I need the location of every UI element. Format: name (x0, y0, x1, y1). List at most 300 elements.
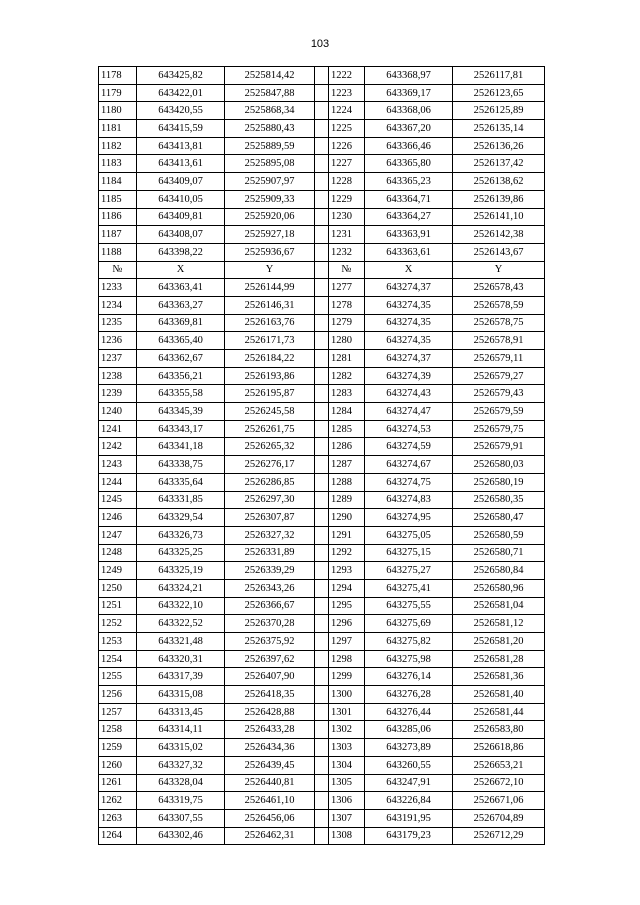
table-row (99, 67, 545, 85)
x-coordinate-cell: 643363,91 (365, 226, 453, 244)
table-row (99, 739, 545, 757)
x-coordinate-cell: 643179,23 (365, 827, 453, 845)
coordinates-table-body (99, 67, 545, 845)
table-row (99, 544, 545, 562)
y-coordinate-cell: 2526461,10 (225, 792, 315, 810)
x-coordinate-cell: 643368,97 (365, 67, 453, 85)
y-coordinate-cell: 2526142,38 (453, 226, 545, 244)
column-gap (315, 385, 329, 403)
y-coordinate-cell: 2526581,36 (453, 668, 545, 686)
y-coordinate-cell: 2526581,04 (453, 597, 545, 615)
point-number-cell: 1281 (329, 350, 365, 368)
x-coordinate-cell: 643413,61 (137, 155, 225, 173)
y-coordinate-cell: 2526578,59 (453, 296, 545, 314)
y-coordinate-cell: 2525880,43 (225, 120, 315, 138)
x-coordinate-cell: 643285,06 (365, 721, 453, 739)
point-number-cell: 1305 (329, 774, 365, 792)
x-coordinate-cell: 643274,47 (365, 403, 453, 421)
y-coordinate-cell: 2526672,10 (453, 774, 545, 792)
point-number-cell: 1259 (99, 739, 137, 757)
point-number-cell: 1250 (99, 579, 137, 597)
y-coordinate-cell: 2526580,96 (453, 579, 545, 597)
y-coordinate-cell: 2526704,89 (453, 809, 545, 827)
point-number-cell: 1294 (329, 579, 365, 597)
column-gap (315, 792, 329, 810)
y-coordinate-cell: 2526462,31 (225, 827, 315, 845)
point-number-cell: 1284 (329, 403, 365, 421)
x-coordinate-cell: 643398,22 (137, 243, 225, 261)
point-number-cell: 1237 (99, 350, 137, 368)
column-gap (315, 809, 329, 827)
y-coordinate-cell: 2526579,11 (453, 350, 545, 368)
x-coordinate-cell: 643274,75 (365, 473, 453, 491)
column-gap (315, 67, 329, 85)
table-row (99, 420, 545, 438)
point-number-cell: 1297 (329, 633, 365, 651)
point-number-cell: 1228 (329, 173, 365, 191)
y-header: Y (225, 261, 315, 279)
column-gap (315, 403, 329, 421)
x-coordinate-cell: 643365,40 (137, 332, 225, 350)
table-row (99, 703, 545, 721)
table-row (99, 615, 545, 633)
number-header: № (329, 261, 365, 279)
column-gap (315, 756, 329, 774)
table-row (99, 385, 545, 403)
y-coordinate-cell: 2526184,22 (225, 350, 315, 368)
x-coordinate-cell: 643313,45 (137, 703, 225, 721)
y-coordinate-cell: 2526146,31 (225, 296, 315, 314)
point-number-cell: 1303 (329, 739, 365, 757)
point-number-cell: 1300 (329, 686, 365, 704)
x-coordinate-cell: 643409,81 (137, 208, 225, 226)
x-coordinate-cell: 643338,75 (137, 456, 225, 474)
y-coordinate-cell: 2526433,28 (225, 721, 315, 739)
point-number-cell: 1288 (329, 473, 365, 491)
x-coordinate-cell: 643363,41 (137, 279, 225, 297)
point-number-cell: 1277 (329, 279, 365, 297)
column-gap (315, 509, 329, 527)
y-coordinate-cell: 2526712,29 (453, 827, 545, 845)
x-coordinate-cell: 643275,15 (365, 544, 453, 562)
x-coordinate-cell: 643324,21 (137, 579, 225, 597)
y-coordinate-cell: 2526580,35 (453, 491, 545, 509)
point-number-cell: 1307 (329, 809, 365, 827)
x-coordinate-cell: 643276,44 (365, 703, 453, 721)
y-coordinate-cell: 2526580,47 (453, 509, 545, 527)
x-coordinate-cell: 643191,95 (365, 809, 453, 827)
x-coordinate-cell: 643425,82 (137, 67, 225, 85)
point-number-cell: 1289 (329, 491, 365, 509)
table-row (99, 84, 545, 102)
y-coordinate-cell: 2526428,88 (225, 703, 315, 721)
x-coordinate-cell: 643274,35 (365, 296, 453, 314)
y-coordinate-cell: 2526307,87 (225, 509, 315, 527)
x-coordinate-cell: 643321,48 (137, 633, 225, 651)
y-coordinate-cell: 2526397,62 (225, 650, 315, 668)
column-gap (315, 120, 329, 138)
x-coordinate-cell: 643363,61 (365, 243, 453, 261)
y-coordinate-cell: 2526143,67 (453, 243, 545, 261)
point-number-cell: 1233 (99, 279, 137, 297)
y-coordinate-cell: 2526583,80 (453, 721, 545, 739)
point-number-cell: 1291 (329, 526, 365, 544)
x-coordinate-cell: 643276,28 (365, 686, 453, 704)
point-number-cell: 1246 (99, 509, 137, 527)
x-coordinate-cell: 643331,85 (137, 491, 225, 509)
point-number-cell: 1229 (329, 190, 365, 208)
x-coordinate-cell: 643276,14 (365, 668, 453, 686)
point-number-cell: 1238 (99, 367, 137, 385)
point-number-cell: 1232 (329, 243, 365, 261)
y-coordinate-cell: 2525814,42 (225, 67, 315, 85)
table-row (99, 226, 545, 244)
x-coordinate-cell: 643307,55 (137, 809, 225, 827)
x-coordinate-cell: 643335,64 (137, 473, 225, 491)
table-row (99, 809, 545, 827)
point-number-cell: 1293 (329, 562, 365, 580)
x-coordinate-cell: 643274,37 (365, 279, 453, 297)
point-number-cell: 1227 (329, 155, 365, 173)
y-coordinate-cell: 2525868,34 (225, 102, 315, 120)
column-gap (315, 668, 329, 686)
x-coordinate-cell: 643260,55 (365, 756, 453, 774)
point-number-cell: 1302 (329, 721, 365, 739)
column-gap (315, 721, 329, 739)
x-coordinate-cell: 643275,41 (365, 579, 453, 597)
y-coordinate-cell: 2526139,86 (453, 190, 545, 208)
column-gap (315, 633, 329, 651)
point-number-cell: 1295 (329, 597, 365, 615)
point-number-cell: 1230 (329, 208, 365, 226)
table-row (99, 473, 545, 491)
y-coordinate-cell: 2525909,33 (225, 190, 315, 208)
column-gap (315, 84, 329, 102)
x-coordinate-cell: 643343,17 (137, 420, 225, 438)
column-gap (315, 827, 329, 845)
x-coordinate-cell: 643274,37 (365, 350, 453, 368)
y-coordinate-cell: 2526579,43 (453, 385, 545, 403)
point-number-cell: 1245 (99, 491, 137, 509)
table-row (99, 597, 545, 615)
point-number-cell: 1234 (99, 296, 137, 314)
column-gap (315, 332, 329, 350)
x-coordinate-cell: 643274,53 (365, 420, 453, 438)
point-number-cell: 1253 (99, 633, 137, 651)
table-row (99, 774, 545, 792)
y-coordinate-cell: 2526117,81 (453, 67, 545, 85)
x-coordinate-cell: 643302,46 (137, 827, 225, 845)
x-coordinate-cell: 643413,81 (137, 137, 225, 155)
point-number-cell: 1236 (99, 332, 137, 350)
table-row (99, 668, 545, 686)
table-row (99, 792, 545, 810)
x-coordinate-cell: 643274,83 (365, 491, 453, 509)
column-gap (315, 562, 329, 580)
x-coordinate-cell: 643341,18 (137, 438, 225, 456)
point-number-cell: 1255 (99, 668, 137, 686)
column-gap (315, 456, 329, 474)
point-number-cell: 1225 (329, 120, 365, 138)
y-coordinate-cell: 2526418,35 (225, 686, 315, 704)
y-coordinate-cell: 2526297,30 (225, 491, 315, 509)
y-coordinate-cell: 2526456,06 (225, 809, 315, 827)
x-coordinate-cell: 643275,69 (365, 615, 453, 633)
y-coordinate-cell: 2526163,76 (225, 314, 315, 332)
point-number-cell: 1252 (99, 615, 137, 633)
point-number-cell: 1241 (99, 420, 137, 438)
point-number-cell: 1308 (329, 827, 365, 845)
table-row (99, 491, 545, 509)
x-coordinate-cell: 643275,27 (365, 562, 453, 580)
point-number-cell: 1244 (99, 473, 137, 491)
y-coordinate-cell: 2526578,91 (453, 332, 545, 350)
x-coordinate-cell: 643356,21 (137, 367, 225, 385)
x-coordinate-cell: 643326,73 (137, 526, 225, 544)
point-number-cell: 1296 (329, 615, 365, 633)
column-gap (315, 261, 329, 279)
column-gap (315, 137, 329, 155)
column-gap (315, 279, 329, 297)
x-coordinate-cell: 643328,04 (137, 774, 225, 792)
point-number-cell: 1240 (99, 403, 137, 421)
column-gap (315, 615, 329, 633)
column-gap (315, 774, 329, 792)
table-row (99, 633, 545, 651)
y-coordinate-cell: 2526276,17 (225, 456, 315, 474)
column-gap (315, 350, 329, 368)
x-header: X (137, 261, 225, 279)
column-gap (315, 420, 329, 438)
y-coordinate-cell: 2526137,42 (453, 155, 545, 173)
y-coordinate-cell: 2526579,27 (453, 367, 545, 385)
y-coordinate-cell: 2526581,12 (453, 615, 545, 633)
x-coordinate-cell: 643274,59 (365, 438, 453, 456)
column-gap (315, 155, 329, 173)
y-coordinate-cell: 2526136,26 (453, 137, 545, 155)
y-coordinate-cell: 2526580,59 (453, 526, 545, 544)
y-coordinate-cell: 2526138,62 (453, 173, 545, 191)
column-gap (315, 650, 329, 668)
table-row (99, 279, 545, 297)
point-number-cell: 1264 (99, 827, 137, 845)
y-coordinate-cell: 2526581,44 (453, 703, 545, 721)
y-coordinate-cell: 2525936,67 (225, 243, 315, 261)
point-number-cell: 1306 (329, 792, 365, 810)
x-coordinate-cell: 643364,27 (365, 208, 453, 226)
x-coordinate-cell: 643408,07 (137, 226, 225, 244)
table-row (99, 650, 545, 668)
y-coordinate-cell: 2526580,84 (453, 562, 545, 580)
y-coordinate-cell: 2526578,43 (453, 279, 545, 297)
x-coordinate-cell: 643329,54 (137, 509, 225, 527)
table-row (99, 756, 545, 774)
x-coordinate-cell: 643420,55 (137, 102, 225, 120)
y-coordinate-cell: 2526141,10 (453, 208, 545, 226)
x-coordinate-cell: 643368,06 (365, 102, 453, 120)
column-gap (315, 226, 329, 244)
point-number-cell: 1179 (99, 84, 137, 102)
x-coordinate-cell: 643325,25 (137, 544, 225, 562)
point-number-cell: 1260 (99, 756, 137, 774)
y-coordinate-cell: 2526581,40 (453, 686, 545, 704)
y-coordinate-cell: 2525920,06 (225, 208, 315, 226)
y-coordinate-cell: 2526439,45 (225, 756, 315, 774)
x-coordinate-cell: 643345,39 (137, 403, 225, 421)
x-coordinate-cell: 643273,89 (365, 739, 453, 757)
x-coordinate-cell: 643274,35 (365, 332, 453, 350)
point-number-cell: 1224 (329, 102, 365, 120)
table-row (99, 296, 545, 314)
table-row (99, 102, 545, 120)
y-coordinate-cell: 2525927,18 (225, 226, 315, 244)
point-number-cell: 1187 (99, 226, 137, 244)
y-coordinate-cell: 2526671,06 (453, 792, 545, 810)
x-coordinate-cell: 643320,31 (137, 650, 225, 668)
x-coordinate-cell: 643322,10 (137, 597, 225, 615)
table-row (99, 120, 545, 138)
x-coordinate-cell: 643247,91 (365, 774, 453, 792)
column-gap (315, 243, 329, 261)
x-coordinate-cell: 643274,35 (365, 314, 453, 332)
column-gap (315, 597, 329, 615)
x-coordinate-cell: 643317,39 (137, 668, 225, 686)
x-coordinate-cell: 643422,01 (137, 84, 225, 102)
point-number-cell: 1283 (329, 385, 365, 403)
y-coordinate-cell: 2525847,88 (225, 84, 315, 102)
column-gap (315, 438, 329, 456)
y-coordinate-cell: 2526578,75 (453, 314, 545, 332)
y-coordinate-cell: 2526245,58 (225, 403, 315, 421)
x-coordinate-cell: 643314,11 (137, 721, 225, 739)
table-row (99, 350, 545, 368)
y-coordinate-cell: 2526579,59 (453, 403, 545, 421)
point-number-cell: 1235 (99, 314, 137, 332)
y-coordinate-cell: 2526286,85 (225, 473, 315, 491)
y-coordinate-cell: 2526618,86 (453, 739, 545, 757)
y-coordinate-cell: 2526123,65 (453, 84, 545, 102)
x-coordinate-cell: 643366,46 (365, 137, 453, 155)
point-number-cell: 1251 (99, 597, 137, 615)
point-number-cell: 1278 (329, 296, 365, 314)
y-coordinate-cell: 2526327,32 (225, 526, 315, 544)
y-coordinate-cell: 2526653,21 (453, 756, 545, 774)
y-coordinate-cell: 2526366,67 (225, 597, 315, 615)
y-coordinate-cell: 2526135,14 (453, 120, 545, 138)
point-number-cell: 1222 (329, 67, 365, 85)
point-number-cell: 1286 (329, 438, 365, 456)
number-header: № (99, 261, 137, 279)
x-coordinate-cell: 643355,58 (137, 385, 225, 403)
x-coordinate-cell: 643275,55 (365, 597, 453, 615)
column-gap (315, 190, 329, 208)
x-coordinate-cell: 643369,17 (365, 84, 453, 102)
point-number-cell: 1183 (99, 155, 137, 173)
y-coordinate-cell: 2526407,90 (225, 668, 315, 686)
x-coordinate-cell: 643365,80 (365, 155, 453, 173)
point-number-cell: 1249 (99, 562, 137, 580)
table-row (99, 367, 545, 385)
y-header: Y (453, 261, 545, 279)
table-row (99, 190, 545, 208)
column-gap (315, 686, 329, 704)
coordinates-table (98, 66, 545, 845)
point-number-cell: 1285 (329, 420, 365, 438)
table-row (99, 403, 545, 421)
x-coordinate-cell: 643365,23 (365, 173, 453, 191)
y-coordinate-cell: 2526579,91 (453, 438, 545, 456)
x-coordinate-cell: 643415,59 (137, 120, 225, 138)
point-number-cell: 1226 (329, 137, 365, 155)
x-coordinate-cell: 643319,75 (137, 792, 225, 810)
y-coordinate-cell: 2526580,03 (453, 456, 545, 474)
x-coordinate-cell: 643322,52 (137, 615, 225, 633)
table-row (99, 721, 545, 739)
x-coordinate-cell: 643275,98 (365, 650, 453, 668)
y-coordinate-cell: 2526171,73 (225, 332, 315, 350)
point-number-cell: 1287 (329, 456, 365, 474)
y-coordinate-cell: 2526580,71 (453, 544, 545, 562)
table-row (99, 173, 545, 191)
column-gap (315, 102, 329, 120)
table-row (99, 332, 545, 350)
x-coordinate-cell: 643410,05 (137, 190, 225, 208)
column-gap (315, 473, 329, 491)
y-coordinate-cell: 2526339,29 (225, 562, 315, 580)
point-number-cell: 1223 (329, 84, 365, 102)
table-row (99, 562, 545, 580)
point-number-cell: 1185 (99, 190, 137, 208)
x-coordinate-cell: 643325,19 (137, 562, 225, 580)
y-coordinate-cell: 2526434,36 (225, 739, 315, 757)
column-gap (315, 491, 329, 509)
table-row (99, 526, 545, 544)
table-row (99, 579, 545, 597)
table-row (99, 509, 545, 527)
x-coordinate-cell: 643327,32 (137, 756, 225, 774)
point-number-cell: 1261 (99, 774, 137, 792)
y-coordinate-cell: 2525895,08 (225, 155, 315, 173)
x-coordinate-cell: 643275,82 (365, 633, 453, 651)
y-coordinate-cell: 2525889,59 (225, 137, 315, 155)
point-number-cell: 1258 (99, 721, 137, 739)
column-gap (315, 314, 329, 332)
y-coordinate-cell: 2526440,81 (225, 774, 315, 792)
point-number-cell: 1282 (329, 367, 365, 385)
point-number-cell: 1248 (99, 544, 137, 562)
column-gap (315, 544, 329, 562)
point-number-cell: 1231 (329, 226, 365, 244)
point-number-cell: 1257 (99, 703, 137, 721)
x-coordinate-cell: 643274,39 (365, 367, 453, 385)
x-coordinate-cell: 643226,84 (365, 792, 453, 810)
table-row (99, 314, 545, 332)
x-coordinate-cell: 643362,67 (137, 350, 225, 368)
point-number-cell: 1292 (329, 544, 365, 562)
point-number-cell: 1301 (329, 703, 365, 721)
y-coordinate-cell: 2526581,28 (453, 650, 545, 668)
column-gap (315, 579, 329, 597)
page-number: 103 (310, 38, 330, 50)
point-number-cell: 1304 (329, 756, 365, 774)
point-number-cell: 1254 (99, 650, 137, 668)
x-coordinate-cell: 643363,27 (137, 296, 225, 314)
x-coordinate-cell: 643274,67 (365, 456, 453, 474)
point-number-cell: 1280 (329, 332, 365, 350)
column-gap (315, 526, 329, 544)
point-number-cell: 1242 (99, 438, 137, 456)
point-number-cell: 1262 (99, 792, 137, 810)
